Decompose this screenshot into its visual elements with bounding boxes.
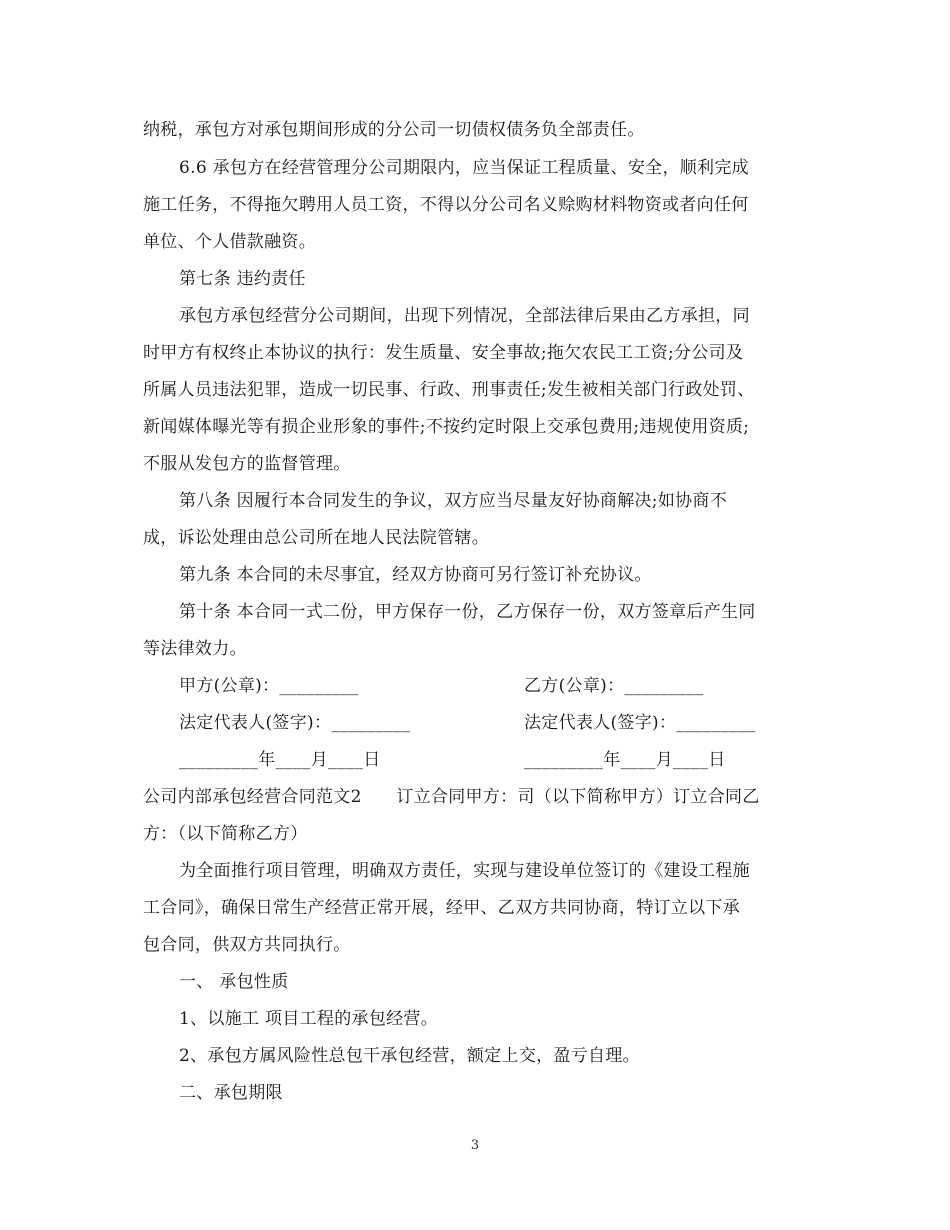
text-line: 第八条 因履行本合同发生的争议，双方应当尽量友好协商解决;如协商不 <box>179 491 728 511</box>
section-heading: 二、承包期限 <box>179 1083 283 1103</box>
text-line: 第九条 本合同的未尽事宜，经双方协商可另行签订补充协议。 <box>179 565 652 585</box>
party-b-representative: 法定代表人(签字)：_________ <box>524 713 756 733</box>
text-line: 单位、个人借款融资。 <box>143 232 316 252</box>
party-a-representative: 法定代表人(签字)：_________ <box>179 713 411 733</box>
list-item: 1、以施工 项目工程的承包经营。 <box>179 1009 439 1029</box>
text-line: 成，诉讼处理由总公司所在地人民法院管辖。 <box>143 528 489 548</box>
text-line: 工合同》，确保日常生产经营正常开展，经甲、乙双方共同协商，特订立以下承 <box>143 898 740 918</box>
party-b-date: _________年____月____日 <box>524 750 726 770</box>
party-b-seal: 乙方(公章)：_________ <box>524 676 704 696</box>
text-line: 6.6 承包方在经营管理分公司期限内，应当保证工程质量、安全，顺利完成 <box>179 158 749 178</box>
text-line: 所属人员违法犯罪，造成一切民事、行政、刑事责任;发生被相关部门行政处罚、 <box>143 380 755 400</box>
text-line: 方：（以下简称乙方） <box>143 824 308 844</box>
article-heading: 第七条 违约责任 <box>179 269 306 289</box>
text-line: 包合同，供双方共同执行。 <box>143 935 351 955</box>
text-line: 为全面推行项目管理，明确双方责任，实现与建设单位签订的《建设工程施 <box>179 861 750 881</box>
text-line: 新闻媒体曝光等有损企业形象的事件;不按约定时限上交承包费用;违规使用资质; <box>143 417 750 437</box>
text-line: 第十条 本合同一式二份，甲方保存一份，乙方保存一份，双方签章后产生同 <box>179 602 756 622</box>
section-heading: 一、 承包性质 <box>179 972 289 992</box>
party-a-date: _________年____月____日 <box>179 750 381 770</box>
text-line: 承包方承包经营分公司期间，出现下列情况，全部法律后果由乙方承担，同 <box>179 306 750 326</box>
list-item: 2、承包方属风险性总包干承包经营，额定上交，盈亏自理。 <box>179 1046 640 1066</box>
section-title-line: 公司内部承包经营合同范文2 订立合同甲方：司（以下简称甲方）订立合同乙 <box>143 787 760 807</box>
page-number: 3 <box>470 1138 480 1153</box>
party-a-seal: 甲方(公章)：_________ <box>179 676 359 696</box>
text-line: 不服从发包方的监督管理。 <box>143 454 351 474</box>
text-line: 施工任务，不得拖欠聘用人员工资，不得以分公司名义赊购材料物资或者向任何 <box>143 195 749 215</box>
text-line: 时甲方有权终止本协议的执行：发生质量、安全事故;拖欠农民工工资;分公司及 <box>143 343 744 363</box>
text-line: 等法律效力。 <box>143 639 247 659</box>
text-line: 纳税，承包方对承包期间形成的分公司一切债权债务负全部责任。 <box>143 120 645 140</box>
